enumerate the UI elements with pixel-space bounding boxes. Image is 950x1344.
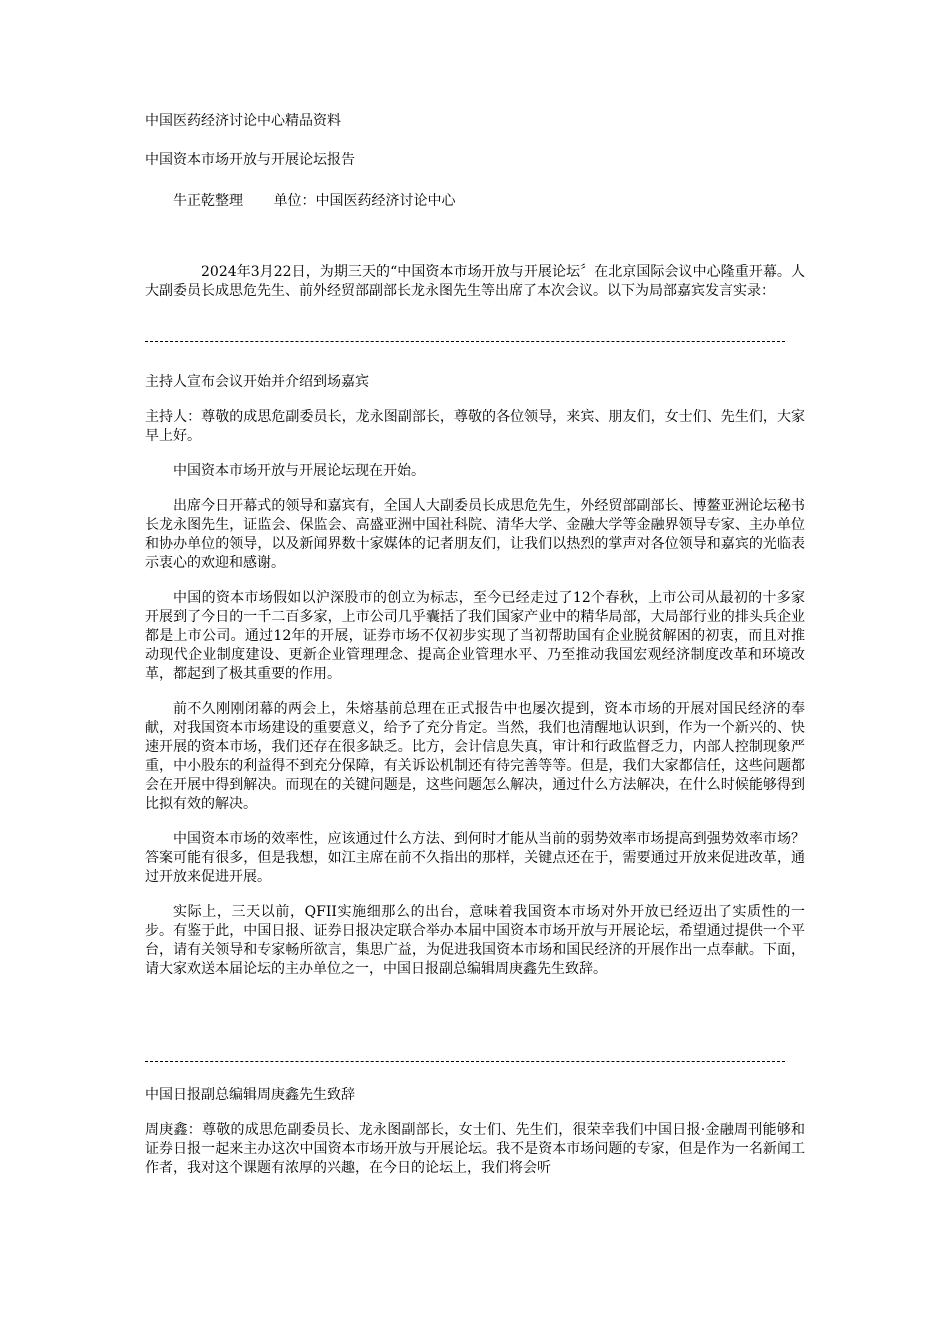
paragraph: 出席今日开幕式的领导和嘉宾有，全国人大副委员长成思危先生，外经贸部副部长、博鳌亚洲论坛秘书长龙永图先生，证监会、保监会、高盛亚洲中国社科院、清华大学、金融大学等金融界领导专家、主办单位和协办单位的领导，以及新闻界数十家媒体的记者朋友们，让我们以热烈的掌声对各位领导和嘉宾的光临表示衷心的欢迎和感谢。 <box>145 498 805 571</box>
paragraph: 主持人：尊敬的成思危副委员长，龙永图副部长，尊敬的各位领导，来宾、朋友们，女士们、先生们，大家早上好。 <box>145 409 805 444</box>
author-name: 牛正乾整理 <box>173 193 243 209</box>
paragraph: 周庚鑫：尊敬的成思危副委员长、龙永图副部长，女士们、先生们，很荣幸我们中国日报·金融周刊能够和证券日报一起来主办这次中国资本市场开放与开展论坛。我不是资本市场问题的专家，但是作为一名新闻工作者，我对这个课题有浓厚的兴趣，在今日的论坛上，我们将会听 <box>145 1122 805 1176</box>
document-source: 中国医药经济讨论中心精品资料 <box>145 113 341 129</box>
document-title: 中国资本市场开放与开展论坛报告 <box>145 152 355 168</box>
paragraph: 前不久刚刚闭幕的两会上，朱熔基前总理在正式报告中也屡次提到，资本市场的开展对国民经济的奉献，对我国资本市场建设的重要意义，给予了充分肯定。当然，我们也清醒地认识到，作为一个新兴的、快速开展的资本市场，我们还存在很多缺乏。比方，会计信息失真，审计和行政监督乏力，内部人控制现象严重，中小股东的利益得不到充分保障，有关诉讼机制还有待完善等等。但是，我们大家都信任，这些问题都会在开展中得到解决。而现在的关键问题是，这些问题怎么解决，通过什么方法解决，在什么时候能够得到比拟有效的解决。 <box>145 701 805 812</box>
section-heading: 主持人宣布会议开始并介绍到场嘉宾 <box>145 374 369 390</box>
paragraph: 中国资本市场的效率性，应该通过什么方法、到何时才能从当前的弱势效率市场提高到强势效率市场？答案可能有很多，但是我想，如江主席在前不久指出的那样，关键点还在于，需要通过开放来促进改革，通过开放来促进开展。 <box>145 831 805 885</box>
section-divider <box>145 1061 785 1062</box>
section-heading: 中国日报副总编辑周庚鑫先生致辞 <box>145 1087 355 1103</box>
paragraph: 中国资本市场开放与开展论坛现在开始。 <box>173 463 425 479</box>
author-row <box>145 192 805 211</box>
section-divider <box>145 341 785 342</box>
author-unit: 单位：中国医药经济讨论中心 <box>273 193 456 209</box>
paragraph: 实际上，三天以前，QFII实施细那么的出台，意味着我国资本市场对外开放已经迈出了实质性的一步。有鉴于此，中国日报、证券日报决定联合举办本届中国资本市场开放与开展论坛，希望通过提供一个平台，请有关领导和专家畅所欲言，集思广益，为促进我国资本市场和国民经济的开展作出一点奉献。下面，请大家欢送本届论坛的主办单位之一，中国日报副总编辑周庚鑫先生致辞。 <box>145 904 805 977</box>
document-page <box>145 112 805 1178</box>
intro-paragraph: 2024年3月22日，为期三天的“中国资本市场开放与开展论坛〞在北京国际会议中心隆重开幕。人大副委员长成思危先生、前外经贸部副部长龙永图先生等出席了本次会议。以下为局部嘉宾发言实录： <box>145 264 805 299</box>
paragraph: 中国的资本市场假如以沪深股市的创立为标志，至今已经走过了12个春秋，上市公司从最初的十多家开展到了今日的一千二百多家，上市公司几乎囊括了我们国家产业中的精华局部，大局部行业的排头兵企业都是上市公司。通过12年的开展，证券市场不仅初步实现了当初帮助国有企业脱贫解困的初衷，而且对推动现代企业制度建设、更新企业管理理念、提高企业管理水平、乃至推动我国宏观经济制度改革和环境改革，都起到了极其重要的作用。 <box>145 590 805 682</box>
